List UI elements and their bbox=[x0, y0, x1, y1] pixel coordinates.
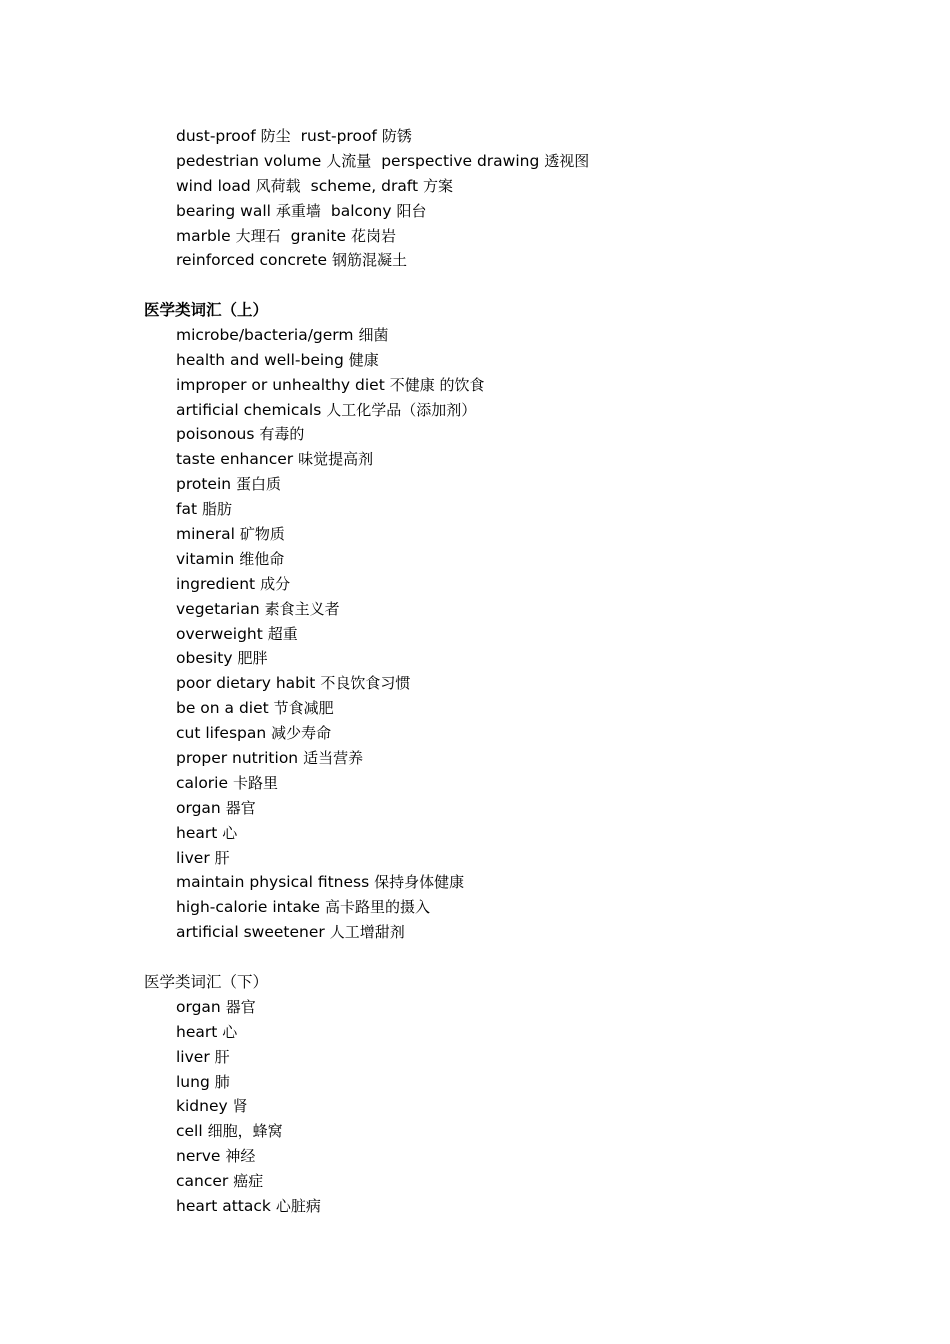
vocab-term: ingredient bbox=[176, 574, 256, 593]
vocab-line bbox=[0, 821, 950, 846]
vocab-line bbox=[0, 1070, 950, 1095]
vocab-term: microbe/bacteria/germ bbox=[176, 325, 354, 344]
vocab-translation: 节食减肥 bbox=[273, 699, 334, 718]
vocab-term: cut lifespan bbox=[176, 724, 267, 743]
vocab-line bbox=[0, 174, 950, 199]
vocab-line bbox=[0, 124, 950, 149]
vocab-term: vitamin bbox=[176, 549, 235, 568]
vocab-term: granite bbox=[290, 226, 347, 245]
vocab-translation: 透视图 bbox=[544, 151, 590, 170]
vocab-line bbox=[0, 622, 950, 647]
vocab-translation: 脂肪 bbox=[201, 500, 232, 519]
vocab-line bbox=[0, 696, 950, 721]
vocab-line bbox=[0, 1094, 950, 1119]
vocab-line bbox=[0, 721, 950, 746]
vocab-term: wind load bbox=[176, 176, 251, 195]
vocab-line bbox=[0, 1045, 950, 1070]
vocab-translation: 肾 bbox=[232, 1097, 248, 1116]
vocab-translation: 细菌 bbox=[358, 325, 389, 344]
vocab-term: cancer bbox=[176, 1172, 229, 1191]
vocab-term: kidney bbox=[176, 1097, 228, 1116]
vocab-translation: 肺 bbox=[214, 1072, 230, 1091]
vocab-term: organ bbox=[176, 798, 221, 817]
vocab-term: poisonous bbox=[176, 425, 255, 444]
vocab-line bbox=[0, 422, 950, 447]
vocab-translation: 高卡路里的摄入 bbox=[324, 898, 430, 917]
vocab-line bbox=[0, 1020, 950, 1045]
vocab-term: obesity bbox=[176, 649, 233, 668]
vocab-line bbox=[0, 771, 950, 796]
medical-vocab-list-2 bbox=[0, 995, 950, 1219]
vocab-translation: 人工化学品（添加剂） bbox=[326, 400, 477, 419]
vocab-translation: 维他命 bbox=[239, 549, 285, 568]
vocab-term: mineral bbox=[176, 525, 235, 544]
vocab-line bbox=[0, 373, 950, 398]
vocab-term: high-calorie intake bbox=[176, 898, 321, 917]
vocab-line bbox=[0, 870, 950, 895]
vocab-line bbox=[0, 149, 950, 174]
vocab-line bbox=[0, 671, 950, 696]
vocab-term: taste enhancer bbox=[176, 450, 294, 469]
vocab-term: be on a diet bbox=[176, 699, 269, 718]
medical-vocab-section-2 bbox=[0, 970, 950, 1219]
vocab-translation: 承重墙 bbox=[275, 201, 321, 220]
vocab-translation: 减少寿命 bbox=[271, 724, 332, 743]
vocab-translation: 适当营养 bbox=[303, 749, 364, 768]
vocab-translation: 人工增甜剂 bbox=[329, 923, 405, 942]
vocab-translation: 蛋白质 bbox=[236, 475, 282, 494]
vocab-term: cell bbox=[176, 1122, 203, 1141]
vocab-term: health and well-being bbox=[176, 350, 344, 369]
vocab-translation: 肝 bbox=[214, 848, 230, 867]
vocab-term: artificial sweetener bbox=[176, 923, 325, 942]
vocab-translation: 人流量 bbox=[326, 151, 372, 170]
vocab-line bbox=[0, 1194, 950, 1219]
vocab-line bbox=[0, 597, 950, 622]
vocab-term: artificial chemicals bbox=[176, 400, 322, 419]
vocab-term: bearing wall bbox=[176, 201, 271, 220]
vocab-translation: 器官 bbox=[225, 997, 256, 1016]
vocab-term: liver bbox=[176, 848, 210, 867]
vocab-line bbox=[0, 920, 950, 945]
vocab-translation: 钢筋混凝土 bbox=[331, 251, 407, 270]
vocab-translation: 大理石 bbox=[235, 226, 281, 245]
vocab-term: organ bbox=[176, 997, 221, 1016]
vocab-term: reinforced concrete bbox=[176, 251, 328, 270]
vocab-term: nerve bbox=[176, 1147, 221, 1166]
vocab-translation: 矿物质 bbox=[239, 525, 285, 544]
vocab-translation: 不健康 的饮食 bbox=[389, 375, 485, 394]
vocab-translation: 卡路里 bbox=[232, 773, 278, 792]
vocab-term: balcony bbox=[330, 201, 392, 220]
vocab-translation: 肝 bbox=[214, 1047, 230, 1066]
vocab-line bbox=[0, 472, 950, 497]
vocab-line bbox=[0, 746, 950, 771]
vocab-translation: 癌症 bbox=[233, 1172, 264, 1191]
vocab-translation: 肥胖 bbox=[237, 649, 268, 668]
vocab-term: improper or unhealthy diet bbox=[176, 375, 385, 394]
vocab-line bbox=[0, 323, 950, 348]
vocab-line bbox=[0, 646, 950, 671]
vocab-line bbox=[0, 846, 950, 871]
vocab-translation: 保持身体健康 bbox=[374, 873, 465, 892]
vocab-line bbox=[0, 995, 950, 1020]
vocab-translation: 神经 bbox=[225, 1147, 256, 1166]
vocab-line bbox=[0, 547, 950, 572]
medical-vocab-section-1 bbox=[0, 298, 950, 945]
medical-vocab-list-1 bbox=[0, 323, 950, 945]
vocab-term: rust-proof bbox=[300, 127, 377, 145]
vocab-term: calorie bbox=[176, 773, 229, 792]
vocab-translation: 成分 bbox=[260, 574, 291, 593]
vocab-term: pedestrian volume bbox=[176, 151, 322, 170]
vocab-term: marble bbox=[176, 226, 231, 245]
vocab-term: protein bbox=[176, 475, 232, 494]
vocab-line bbox=[0, 447, 950, 472]
vocab-translation: 有毒的 bbox=[259, 425, 305, 444]
vocab-term: vegetarian bbox=[176, 599, 260, 618]
vocab-translation: 器官 bbox=[225, 798, 256, 817]
vocab-translation: 素食主义者 bbox=[264, 599, 340, 618]
vocab-translation: 心 bbox=[222, 823, 238, 842]
vocab-line bbox=[0, 895, 950, 920]
vocab-translation: 心脏病 bbox=[275, 1197, 321, 1216]
section-heading: 医学类词汇（上） bbox=[144, 301, 269, 319]
vocab-term: proper nutrition bbox=[176, 749, 299, 768]
architecture-vocab-list bbox=[0, 124, 950, 273]
vocab-line bbox=[0, 1169, 950, 1194]
vocab-translation: 防尘 bbox=[260, 127, 291, 145]
vocab-translation: 方案 bbox=[423, 176, 454, 195]
vocab-translation: 阳台 bbox=[396, 201, 427, 220]
vocab-term: perspective drawing bbox=[381, 151, 540, 170]
vocab-term: overweight bbox=[176, 624, 263, 643]
vocab-line bbox=[0, 1144, 950, 1169]
vocab-term: lung bbox=[176, 1072, 210, 1091]
vocab-line bbox=[0, 522, 950, 547]
vocab-term: scheme, draft bbox=[310, 176, 419, 195]
vocab-term: poor dietary habit bbox=[176, 674, 316, 693]
vocab-line bbox=[0, 398, 950, 423]
vocab-translation: 防锈 bbox=[381, 127, 412, 145]
vocab-translation: 细胞，蜂窝 bbox=[207, 1122, 283, 1141]
vocab-line bbox=[0, 572, 950, 597]
vocab-line bbox=[0, 796, 950, 821]
vocab-term: maintain physical fitness bbox=[176, 873, 370, 892]
vocab-line bbox=[0, 348, 950, 373]
vocab-term: dust-proof bbox=[176, 127, 256, 145]
vocab-translation: 风荷载 bbox=[255, 176, 301, 195]
vocab-term: heart bbox=[176, 1022, 218, 1041]
vocab-line bbox=[0, 199, 950, 224]
vocab-term: fat bbox=[176, 500, 198, 519]
vocab-translation: 超重 bbox=[267, 624, 298, 643]
vocab-line bbox=[0, 248, 950, 273]
vocab-line bbox=[0, 497, 950, 522]
vocab-translation: 不良饮食习惯 bbox=[320, 674, 411, 693]
section-heading: 医学类词汇（下） bbox=[144, 973, 269, 991]
vocab-translation: 味觉提高剂 bbox=[298, 450, 374, 469]
vocab-translation: 花岗岩 bbox=[351, 226, 397, 245]
vocab-translation: 健康 bbox=[348, 350, 379, 369]
vocab-line bbox=[0, 1119, 950, 1144]
vocab-term: heart attack bbox=[176, 1197, 271, 1216]
vocab-term: heart bbox=[176, 823, 218, 842]
vocab-line bbox=[0, 224, 950, 249]
vocab-term: liver bbox=[176, 1047, 210, 1066]
vocab-translation: 心 bbox=[222, 1022, 238, 1041]
